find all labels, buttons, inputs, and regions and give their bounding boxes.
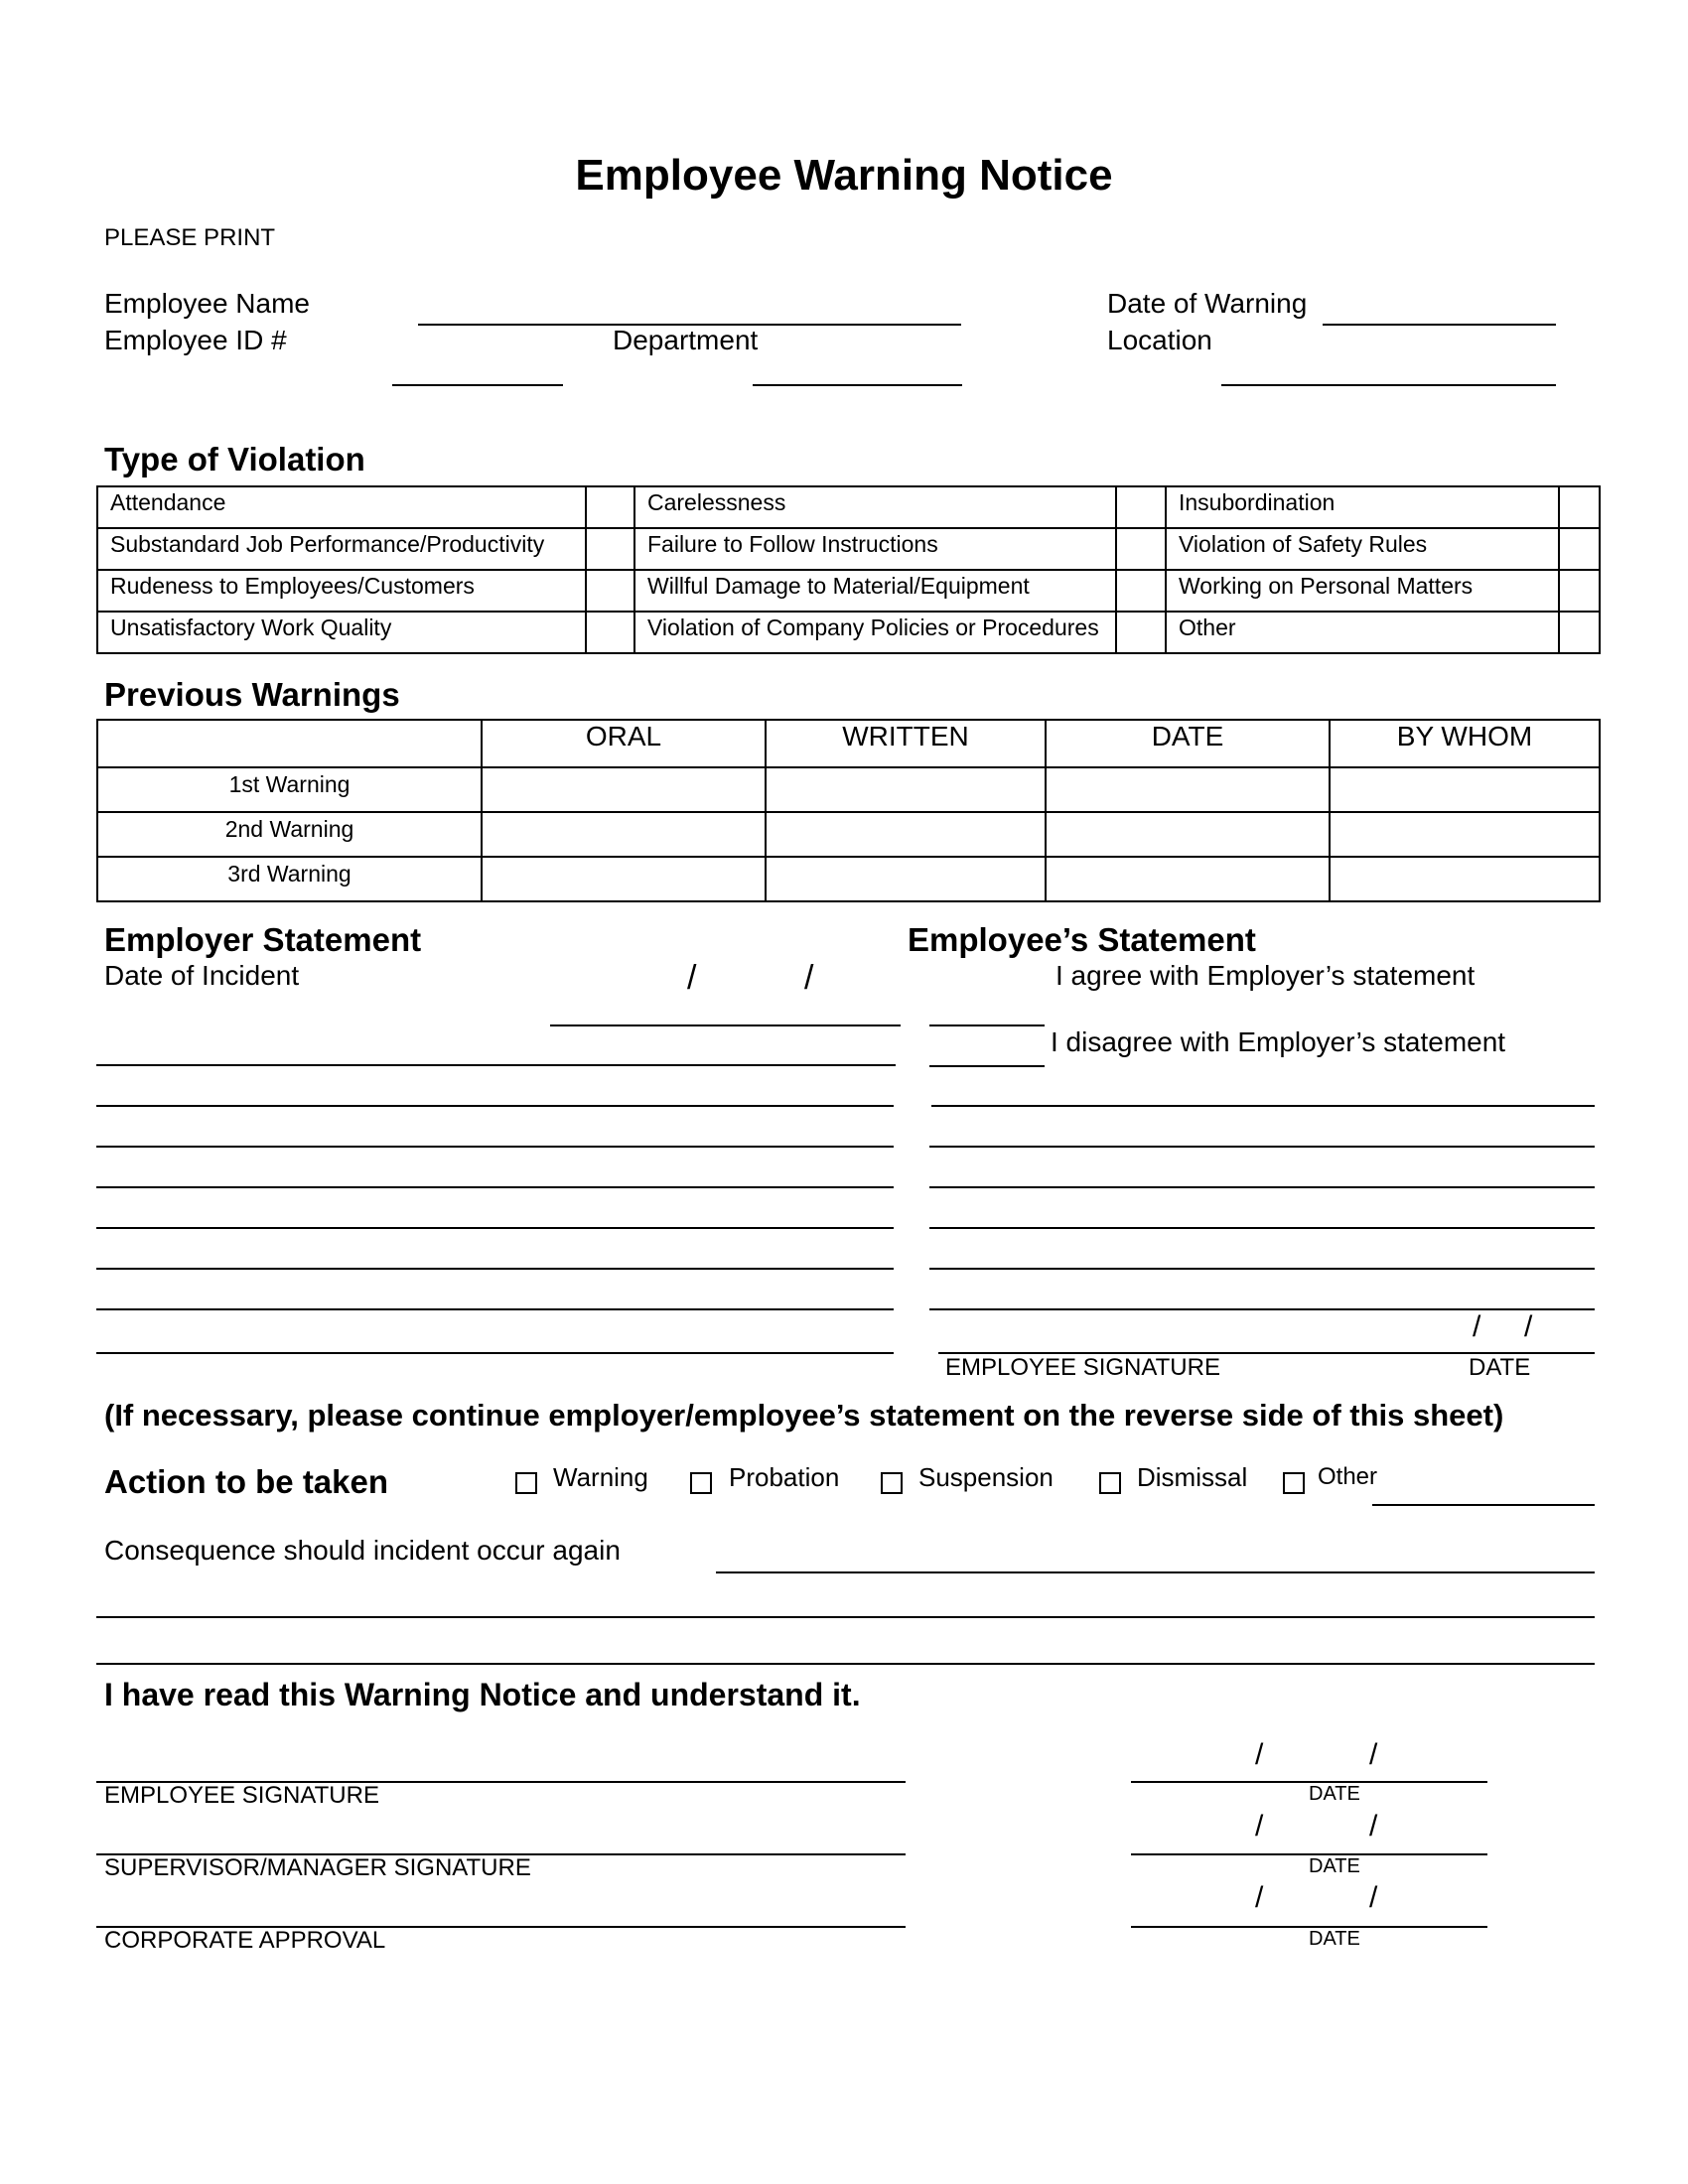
violation-label: Willful Damage to Material/Equipment <box>634 570 1116 612</box>
dismissal-option-label: Dismissal <box>1137 1462 1248 1492</box>
please-print-note: PLEASE PRINT <box>104 224 276 251</box>
written-cell[interactable] <box>766 857 1046 901</box>
continue-note: (If necessary, please continue employer/employee’s statement on the reverse side of this sheet) <box>104 1398 1504 1433</box>
table-row <box>97 857 1600 901</box>
action-heading: Action to be taken <box>104 1463 389 1500</box>
suspension-checkbox[interactable] <box>881 1472 903 1494</box>
column-header-written: WRITTEN <box>766 720 1046 767</box>
table-row <box>97 612 1600 653</box>
violation-label: Insubordination <box>1166 486 1559 528</box>
violation-checkbox[interactable] <box>1559 612 1600 653</box>
violation-type-table <box>96 485 1601 654</box>
date-separator: / <box>1473 1310 1481 1343</box>
violation-label: Working on Personal Matters <box>1166 570 1559 612</box>
violation-checkbox[interactable] <box>1116 570 1166 612</box>
column-header-oral: ORAL <box>482 720 766 767</box>
violation-label: Attendance <box>97 486 586 528</box>
employer-statement-line[interactable] <box>96 1268 894 1270</box>
corporate-date-label: DATE <box>1309 1928 1360 1950</box>
violation-checkbox[interactable] <box>586 570 634 612</box>
date-separator: / <box>1255 1881 1264 1914</box>
violation-label: Rudeness to Employees/Customers <box>97 570 586 612</box>
disagree-checkline[interactable] <box>929 1065 1045 1067</box>
department-field[interactable] <box>753 384 962 386</box>
employer-statement-line[interactable] <box>96 1227 894 1229</box>
violation-label: Other <box>1166 612 1559 653</box>
employee-statement-line[interactable] <box>931 1105 1595 1107</box>
date-cell[interactable] <box>1046 767 1330 812</box>
warning-row-label: 2nd Warning <box>97 812 482 857</box>
corporate-approval-label: CORPORATE APPROVAL <box>104 1927 386 1954</box>
date-of-incident-label: Date of Incident <box>104 960 300 991</box>
violation-label: Violation of Safety Rules <box>1166 528 1559 570</box>
agree-checkline[interactable] <box>929 1024 1045 1026</box>
employee-signature-date-label: DATE <box>1469 1354 1531 1381</box>
column-header-date: DATE <box>1046 720 1330 767</box>
employer-statement-line[interactable] <box>96 1105 894 1107</box>
written-cell[interactable] <box>766 812 1046 857</box>
supervisor-date-label: DATE <box>1309 1855 1360 1877</box>
employee-statement-line[interactable] <box>929 1227 1595 1229</box>
employee-statement-line[interactable] <box>929 1186 1595 1188</box>
table-row <box>97 486 1600 528</box>
date-cell[interactable] <box>1046 857 1330 901</box>
employee-id-label: Employee ID # <box>104 325 287 355</box>
disagree-label: I disagree with Employer’s statement <box>1051 1026 1506 1057</box>
employer-statement-line[interactable] <box>96 1146 894 1148</box>
location-label: Location <box>1107 325 1212 355</box>
warning-checkbox[interactable] <box>515 1472 537 1494</box>
date-of-warning-field[interactable] <box>1323 324 1556 326</box>
probation-checkbox[interactable] <box>690 1472 712 1494</box>
warning-row-label: 3rd Warning <box>97 857 482 901</box>
violation-checkbox[interactable] <box>586 612 634 653</box>
violation-checkbox[interactable] <box>1116 528 1166 570</box>
employer-statement-line[interactable] <box>96 1064 896 1066</box>
violation-label: Substandard Job Performance/Productivity <box>97 528 586 570</box>
table-row <box>97 528 1600 570</box>
ack-employee-signature-label: EMPLOYEE SIGNATURE <box>104 1782 379 1809</box>
probation-option-label: Probation <box>729 1462 840 1492</box>
by-whom-cell[interactable] <box>1330 812 1600 857</box>
by-whom-cell[interactable] <box>1330 857 1600 901</box>
location-field[interactable] <box>1221 384 1556 386</box>
date-of-incident-field[interactable] <box>550 1024 901 1026</box>
written-cell[interactable] <box>766 767 1046 812</box>
employee-statement-heading: Employee’s Statement <box>908 921 1256 958</box>
employee-statement-line[interactable] <box>929 1308 1595 1310</box>
date-separator: / <box>1524 1310 1533 1343</box>
date-separator: / <box>1255 1810 1264 1843</box>
form-title: Employee Warning Notice <box>575 151 1113 200</box>
warning-row-label: 1st Warning <box>97 767 482 812</box>
table-row <box>97 767 1600 812</box>
ack-employee-date-label: DATE <box>1309 1783 1360 1805</box>
column-header <box>97 720 482 767</box>
violation-label: Unsatisfactory Work Quality <box>97 612 586 653</box>
employer-statement-line[interactable] <box>96 1186 894 1188</box>
violation-checkbox[interactable] <box>1559 570 1600 612</box>
violation-label: Carelessness <box>634 486 1116 528</box>
consequence-line[interactable] <box>96 1663 1595 1665</box>
date-cell[interactable] <box>1046 812 1330 857</box>
oral-cell[interactable] <box>482 812 766 857</box>
supervisor-signature-label: SUPERVISOR/MANAGER SIGNATURE <box>104 1854 531 1881</box>
table-header-row <box>97 720 1600 767</box>
violation-checkbox[interactable] <box>1116 486 1166 528</box>
by-whom-cell[interactable] <box>1330 767 1600 812</box>
employer-statement-line[interactable] <box>96 1352 894 1354</box>
date-separator: / <box>687 959 697 997</box>
consequence-line[interactable] <box>96 1616 1595 1618</box>
employee-name-label: Employee Name <box>104 288 310 319</box>
date-separator: / <box>1369 1738 1378 1771</box>
employer-statement-heading: Employer Statement <box>104 921 422 958</box>
violation-label: Violation of Company Policies or Procedures <box>634 612 1116 653</box>
oral-cell[interactable] <box>482 857 766 901</box>
violation-type-heading: Type of Violation <box>104 441 365 478</box>
previous-warnings-heading: Previous Warnings <box>104 676 400 713</box>
previous-warnings-table <box>96 719 1601 902</box>
table-row <box>97 570 1600 612</box>
other-checkbox[interactable] <box>1283 1472 1305 1494</box>
column-header-by-whom: BY WHOM <box>1330 720 1600 767</box>
violation-checkbox[interactable] <box>1559 486 1600 528</box>
date-separator: / <box>1255 1738 1264 1771</box>
other-action-field[interactable] <box>1372 1504 1595 1506</box>
suspension-option-label: Suspension <box>918 1462 1054 1492</box>
date-separator: / <box>1369 1810 1378 1843</box>
warning-option-label: Warning <box>553 1462 648 1492</box>
department-label: Department <box>613 325 759 355</box>
violation-label: Failure to Follow Instructions <box>634 528 1116 570</box>
dismissal-checkbox[interactable] <box>1099 1472 1121 1494</box>
other-option-label: Other <box>1318 1463 1378 1490</box>
date-separator: / <box>1369 1881 1378 1914</box>
agree-label: I agree with Employer’s statement <box>1055 960 1476 991</box>
violation-checkbox[interactable] <box>1559 528 1600 570</box>
violation-checkbox[interactable] <box>586 486 634 528</box>
employer-statement-line[interactable] <box>96 1308 894 1310</box>
date-separator: / <box>804 959 814 997</box>
violation-checkbox[interactable] <box>586 528 634 570</box>
consequence-line[interactable] <box>716 1571 1595 1573</box>
employee-statement-line[interactable] <box>929 1146 1595 1148</box>
employee-statement-line[interactable] <box>929 1268 1595 1270</box>
acknowledgement-heading: I have read this Warning Notice and understand it. <box>104 1677 861 1712</box>
employee-id-field[interactable] <box>392 384 563 386</box>
date-of-warning-label: Date of Warning <box>1107 288 1308 319</box>
oral-cell[interactable] <box>482 767 766 812</box>
violation-checkbox[interactable] <box>1116 612 1166 653</box>
consequence-label: Consequence should incident occur again <box>104 1535 621 1566</box>
table-row <box>97 812 1600 857</box>
employee-signature-label: EMPLOYEE SIGNATURE <box>945 1354 1220 1381</box>
